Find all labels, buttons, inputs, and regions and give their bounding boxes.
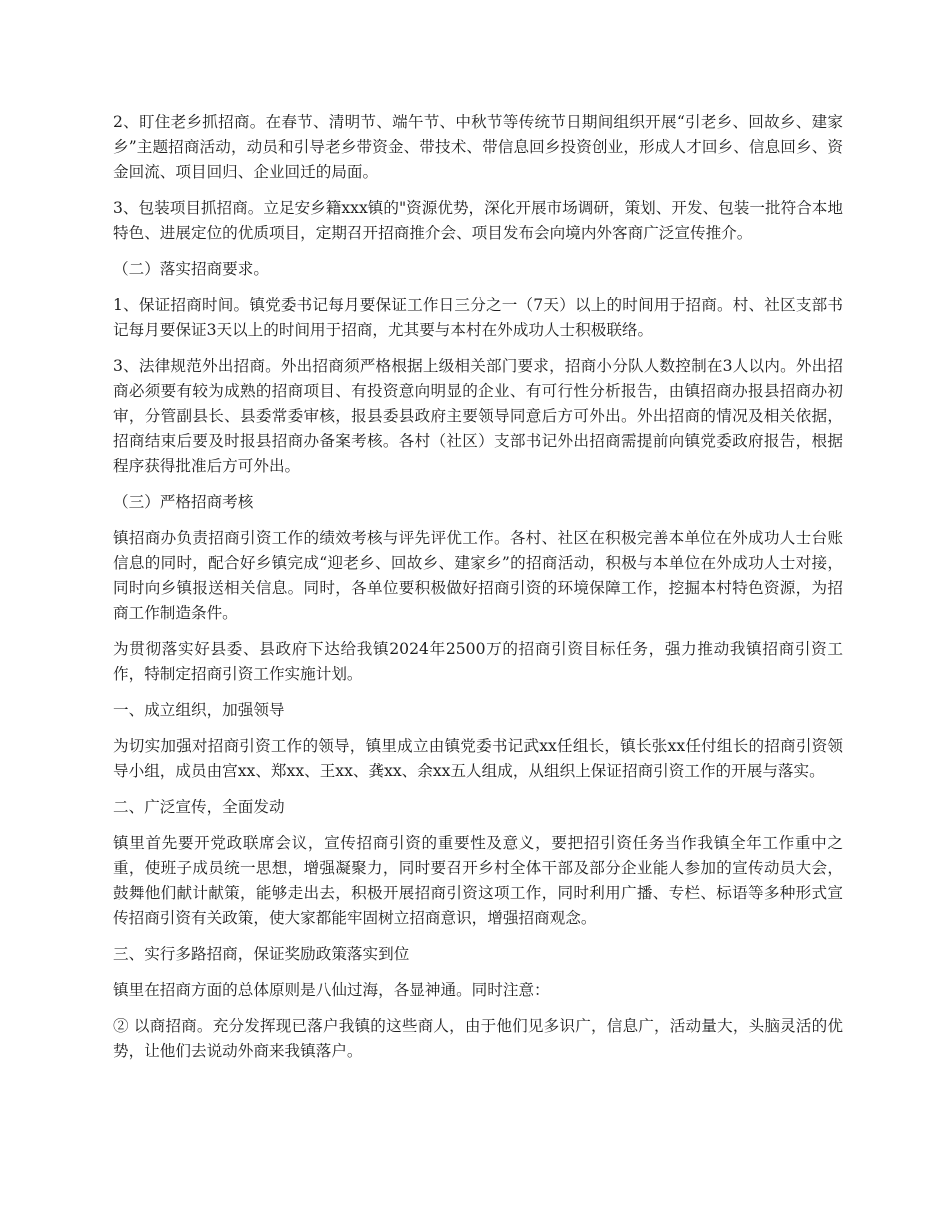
heading-implement-requirements: （二）落实招商要求。 xyxy=(113,260,269,278)
paragraph-assessment-duties: 镇招商办负责招商引资工作的绩效考核与评先评优工作。各村、社区在积极完善本单位在外成功人士台账信息的同时，配合好乡镇完成“迎老乡、回故乡、建家乡”的招商活动，积极与本单位在外成功人士对接，同时向乡镇报送相关信息。同时，各单位要积极做好招商引资的环境保障工作，挖掘本村特色资源，为招商工作制造条件。 xyxy=(113,529,843,622)
paragraph-plan-purpose: 为贯彻落实好县委、县政府下达给我镇2024年2500万的招商引资目标任务，强力推动我镇招商引资工作，特制定招商引资工作实施计划。 xyxy=(113,640,843,683)
heading-strict-assessment: （三）严格招商考核 xyxy=(113,493,254,511)
paragraph-business-attracts-business: ② 以商招商。充分发挥现已落户我镇的这些商人，由于他们见多识广，信息广，活动量大，头脑灵活的优势，让他们去说动外商来我镇落户。 xyxy=(113,1017,843,1060)
paragraph-leverage-hometown-natives: 2、盯住老乡抓招商。在春节、清明节、端午节、中秋节等传统节日期间组织开展“引老乡、回故乡、建家乡”主题招商活动，动员和引导老乡带资金、带技术、带信息回乡投资创业，形成人才回乡、信息回乡、资金回流、项目回归、企业回迁的局面。 xyxy=(113,113,843,181)
paragraph-general-principle: 镇里在招商方面的总体原则是八仙过海，各显神通。同时注意： xyxy=(113,981,550,999)
paragraph-regulate-external-trips: 3、法律规范外出招商。外出招商须严格根据上级相关部门要求，招商小分队人数控制在3人以内。外出招商必须要有较为成熟的招商项目、有投资意向明显的企业、有可行性分析报告，由镇招商办报县招商办初审，分管副县长、县委常委审核，报县委县政府主要领导同意后方可外出。外出招商的情况及相关依据，招商结束后要及时报县招商办备案考核。各村（社区）支部书记外出招商需提前向镇党委政府报告，根据程序获得批准后方可外出。 xyxy=(113,357,843,475)
document-body xyxy=(113,110,843,1075)
paragraph-guarantee-time: 1、保证招商时间。镇党委书记每月要保证工作日三分之一（7天）以上的时间用于招商。村、社区支部书记每月要保证3天以上的时间用于招商，尤其要与本村在外成功人士积极联络。 xyxy=(113,296,843,339)
paragraph-package-projects: 3、包装项目抓招商。立足安乡籍xxx镇的"资源优势，深化开展市场调研，策划、开发、包装一批符合本地特色、进展定位的优质项目，定期召开招商推介会、项目发布会向境内外客商广泛宣传推介。 xyxy=(113,199,843,242)
heading-wide-publicity: 二、广泛宣传，全面发动 xyxy=(113,798,285,816)
heading-multi-channel-investment: 三、实行多路招商，保证奖励政策落实到位 xyxy=(113,945,410,963)
paragraph-leadership-group: 为切实加强对招商引资工作的领导，镇里成立由镇党委书记武xx任组长，镇长张xx任付组长的招商引资领导小组，成员由宫xx、郑xx、王xx、龚xx、余xx五人组成，从组织上保证招商引资工作的开展与落实。 xyxy=(113,737,843,780)
heading-establish-organization: 一、成立组织，加强领导 xyxy=(113,701,285,719)
paragraph-publicity-measures: 镇里首先要开党政联席会议，宣传招商引资的重要性及意义，要把招引资任务当作我镇全年工作重中之重，使班子成员统一思想，增强凝聚力，同时要召开乡村全体干部及部分企业能人参加的宣传动员大会，鼓舞他们献计献策，能够走出去，积极开展招商引资这项工作，同时利用广播、专栏、标语等多种形式宣传招商引资有关政策，使大家都能牢固树立招商意识，增强招商观念。 xyxy=(113,834,843,927)
